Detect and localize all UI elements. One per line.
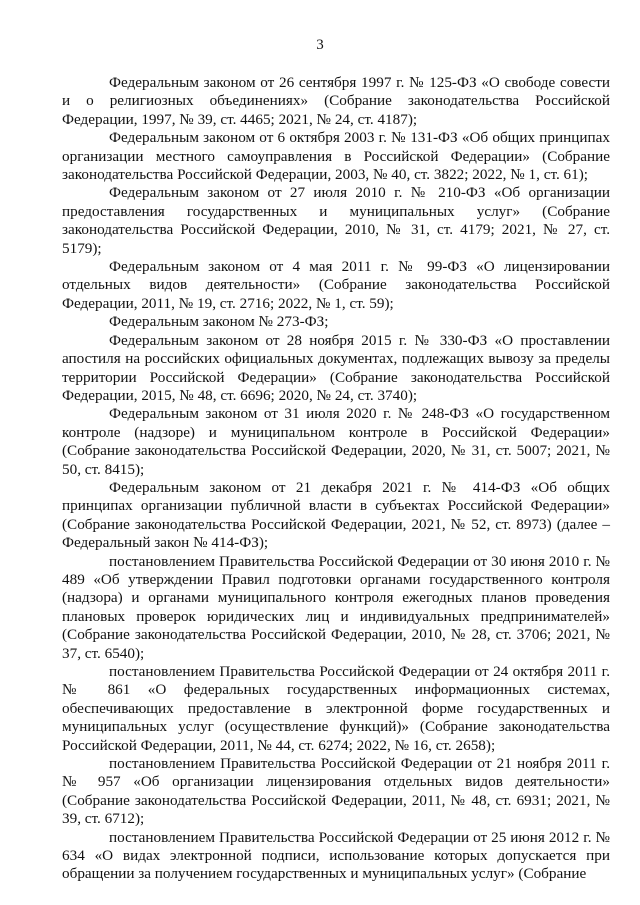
paragraph-resolution-634: постановлением Правительства Российской Федерации от 25 июня 2012 г. № 634 «О видах электронной подписи, использование которых допускается при обращении за получением государственных и муниципальных услуг» (Собрание xyxy=(62,828,610,883)
paragraph-law-248-fz: Федеральным законом от 31 июля 2020 г. № 248-ФЗ «О государственном контроле (надзоре) и муниципальном контроле в Российской Федерации» (Собрание законодательства Российской Федерации, 2020, № 31, ст. 5007; 2021, № 50, ст. 8415); xyxy=(62,405,610,478)
paragraph-resolution-489: постановлением Правительства Российской Федерации от 30 июня 2010 г. № 489 «Об утверждении Правил подготовки органами государственного контроля (надзора) и органами муниципального контроля ежегодных планов проведения плановых проверок юридических лиц и индивидуальных предпринимателей» (Собрание законодательства Российской Федерации, 2010, № 28, ст. 3706; 2021, № 37, ст. 6540); xyxy=(62,552,610,662)
paragraph-law-125-fz: Федеральным законом от 26 сентября 1997 г. № 125-ФЗ «О свободе совести и о религиозных объединениях» (Собрание законодательства Российской Федерации, 1997, № 39, ст. 4465; 2021, № 24, ст. 4187); xyxy=(62,74,610,128)
legal-text-body xyxy=(62,74,610,884)
paragraph-law-99-fz: Федеральным законом от 4 мая 2011 г. № 99-ФЗ «О лицензировании отдельных видов деятельности» (Собрание законодательства Российской Федерации, 2011, № 19, ст. 2716; 2022, № 1, ст. 59); xyxy=(62,258,610,312)
page-number: 3 xyxy=(316,37,324,53)
paragraph-law-330-fz: Федеральным законом от 28 ноября 2015 г. № 330-ФЗ «О проставлении апостиля на российских официальных документах, подлежащих вывозу за пределы территории Российской Федерации» (Собрание законодательства Российской Федерации, 2015, № 48, ст. 6696; 2020, № 24, ст. 3740); xyxy=(62,331,610,404)
paragraph-law-210-fz: Федеральным законом от 27 июля 2010 г. № 210-ФЗ «Об организации предоставления государственных и муниципальных услуг» (Собрание законодательства Российской Федерации, 2010, № 31, ст. 4179; 2021, № 27, ст. 5179); xyxy=(62,184,610,257)
paragraph-resolution-957: постановлением Правительства Российской Федерации от 21 ноября 2011 г. № 957 «Об организации лицензирования отдельных видов деятельности» (Собрание законодательства Российской Федерации, 2011, № 48, ст. 6931; 2021, № 39, ст. 6712); xyxy=(62,755,610,828)
paragraph-resolution-861: постановлением Правительства Российской Федерации от 24 октября 2011 г. № 861 «О федеральных государственных информационных системах, обеспечивающих предоставление в электронной форме государственных и муниципальных услуг (осуществление функций)» (Собрание законодательства Российской Федерации, 2011, № 44, ст. 6274; 2022, № 16, ст. 2658); xyxy=(62,663,610,754)
paragraph-law-414-fz: Федеральным законом от 21 декабря 2021 г. № 414-ФЗ «Об общих принципах организации публичной власти в субъектах Российской Федерации» (Собрание законодательства Российской Федерации, 2021, № 52, ст. 8973) (далее – Федеральный закон № 414-ФЗ); xyxy=(62,478,610,552)
paragraph-law-131-fz: Федеральным законом от 6 октября 2003 г. № 131-ФЗ «Об общих принципах организации местного самоуправления в Российской Федерации» (Собрание законодательства Российской Федерации, 2003, № 40, ст. 3822; 2022, № 1, ст. 61); xyxy=(62,129,610,184)
paragraph-law-273-fz: Федеральным законом № 273-ФЗ; xyxy=(109,313,329,331)
